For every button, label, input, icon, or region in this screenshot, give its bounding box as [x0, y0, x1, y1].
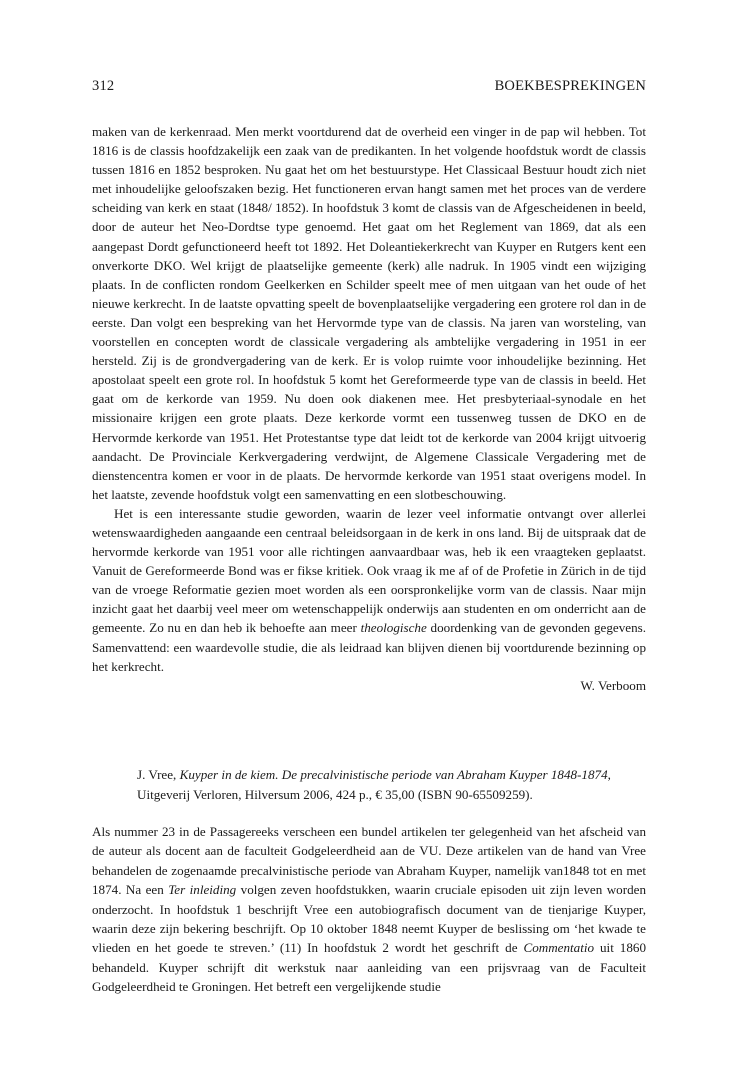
reviewer-signature: W. Verboom: [580, 677, 646, 693]
page-number: 312: [92, 78, 115, 94]
review-2-italic-b: Commentatio: [523, 940, 595, 956]
page-header: [92, 78, 646, 95]
review-2: [92, 822, 646, 997]
review-2-italic-a: Ter inleiding: [168, 882, 237, 898]
review-2-text-b: volgen zeven hoofdstukken, waarin cruciale episoden uit zijn leven worden onderzocht. In hoofdstuk 1 beschrijft Vree een autobiografisch document van de tienjarige Kuyper, waarin deze zijn bekering beschrijft. Op 10 oktober 1848 neemt Kuyper de beslissing om ‘het kwade te vlieden en het goede te streven.’ (11) In hoofdstuk 2 wordt het geschrift de: [92, 882, 646, 956]
running-title: BOEKBESPREKINGEN: [494, 78, 646, 94]
review-2-paragraph-1: [92, 822, 646, 997]
review-1: [92, 122, 646, 695]
review-2-text-a: Als nummer 23 in de Passagereeks verscheen een bundel artikelen ter gelegenheid van het afscheid van de auteur als docent aan de faculteit Godgeleerdheid aan de VU. Deze artikelen van de hand van Vree behandelen de zogenaamde precalvinistische periode van Abraham Kuyper, namelijk van1848 tot en met 1874. Na een: [92, 824, 646, 898]
review-1-paragraph-2: [92, 504, 646, 676]
review-1-paragraph-2-text-a: Het is een interessante studie geworden, waarin de lezer veel informatie ontvangt over allerlei wetenswaardigheden aangaande een centraal beleidsorgaan in de kerk in ons land. Bij de uitspraak dat de hervormde kerkorde van 1951 voor alle richtingen aanvaardbaar was, heb ik een vraagteken geplaatst. Vanuit de Gereformeerde Bond was er fikse kritiek. Ook vraag ik me af of de Profetie in Zürich in de tijd van de vroege Reformatie gezien moet worden als een oorspronkelijke vorm van de classis. Naar mijn inzicht gaat het daarbij veel meer om wetenschappelijk onderwijs aan studenten en om onderricht aan de gemeente. Zo nu en dan heb ik behoefte aan meer: [92, 505, 646, 636]
review-1-paragraph-2-italic: theologische: [360, 620, 427, 636]
book-citation: [137, 765, 657, 804]
review-1-paragraph-2-text-b: doordenking van de gevonden gegevens. Samenvattend: een waardevolle studie, die als leidraad kan blijven dienen bij voortdurende bezinning op het kerkrecht.: [92, 620, 646, 674]
citation-publisher: Uitgeverij Verloren, Hilversum 2006, 424 p., € 35,00 (ISBN 90-65509259).: [137, 786, 533, 802]
review-1-paragraph-1: maken van de kerkenraad. Men merkt voortdurend dat de overheid een vinger in de pap wil hebben. Tot 1816 is de classis hoofdzakelijk een zaak van de predikanten. In het volgende hoofdstuk wordt de classis tussen 1816 en 1852 besproken. Nu gaat het om het bestuurstype. Het Classicaal Bestuur houdt zich niet met inhoudelijke geloofszaken bezig. Het functioneren ervan hangt samen met het proces van de verdere scheiding van kerk en staat (1848/ 1852). In hoofdstuk 3 komt de classis van de Afgescheidenen in beeld, door de auteur het Neo-Dordtse type genoemd. Het gaat om het Reglement van 1869, dat als een aangepast Dordt gefunctioneerd heeft tot 1892. Het Doleantiekerkrecht van Kuyper en Rutgers kent een onverkorte DKO. Wel krijgt de plaatselijke gemeente (kerk) alle nadruk. In 1905 vindt een wijziging plaats. In de conflicten rondom Geelkerken en Schilder speelt mee of men uitgaan van het oude of het nieuwe kerkrecht. In de laatste opvatting speelt de bovenplaatselijke vergadering een grotere rol dan in de eerste. Dan volgt een bespreking van het Hervormde type van de classis. Na jaren van worsteling, van voorstellen en concepten wordt de classicale vergadering als ambtelijke vergadering in 1951 in eer hersteld. Zij is de grondvergadering van de kerk. Er is volop ruimte voor inhoudelijke bezinning. Het apostolaat speelt een grote rol. In hoofdstuk 5 komt het Gereformeerde type van de classis in beeld. Het gaat om de kerkorde van 1959. Nu doen ook diakenen mee. Het presbyteriaal-synodale en het missionaire krijgen een grote plaats. Deze kerkorde vormt een tussenweg tussen de DKO en de Hervormde kerkorde van 1951. Het Protestantse type dat leidt tot de kerkorde van 2004 krijgt uitvoerig aandacht. De Provinciale Kerkvergadering verdwijnt, de Algemene Classicale Vergadering met de dienstencentra komen er voor in de plaats. De hervormde kerkorde van 1951 staat overigens model. In het laatste, zevende hoofdstuk volgt een samenvatting en een slotbeschouwing.: [92, 124, 646, 502]
review-2-text-c: uit 1860 behandeld. Kuyper schrijft dit werkstuk naar aanleiding van een prijsvraag van de Faculteit Godgeleerdheid te Groningen. Het betreft een vergelijkende studie: [92, 940, 646, 995]
citation-author: J. Vree,: [137, 767, 180, 782]
citation-title: Kuyper in de kiem. De precalvinistische periode van Abraham Kuyper 1848-1874,: [179, 767, 611, 782]
